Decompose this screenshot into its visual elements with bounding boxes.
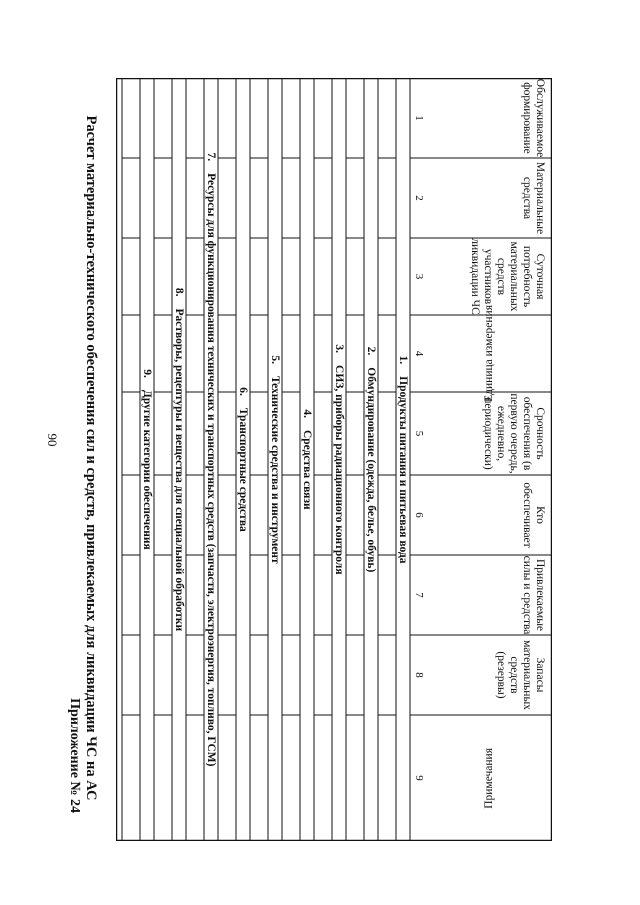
section-row-1: 1.Продукты питания и питьевая вода xyxy=(397,355,409,564)
section-row-7: 7.Ресурсы для функционирования технических и транспортных средств (запчасти, электроэнергия, топливо, ГСМ) xyxy=(205,152,217,767)
col-number: 1 xyxy=(413,115,425,121)
page-number: 90 xyxy=(45,433,60,447)
header-col-5: Срочность обеспечения (в первую очередь, ежедневно, периодически) xyxy=(482,393,546,474)
header-col-6: Кто обеспечивает xyxy=(521,482,546,548)
document-title: Расчет материально-технического обеспечения сил и средств, привлекаемых для ликвидации ЧС на АС xyxy=(83,115,99,801)
logistics-table xyxy=(116,78,552,841)
section-row-2: 2.Обмундирование (одежда, белье, обувь) xyxy=(365,346,377,573)
section-row-8: 8.Растворы, рецептуры и вещества для специальной обработки xyxy=(173,287,185,632)
header-col-9: Примечания xyxy=(483,747,495,809)
section-row-3: 3.СИЗ, приборы радиационного контроля xyxy=(333,344,345,575)
col-number: 3 xyxy=(413,273,425,280)
col-number: 5 xyxy=(413,430,425,437)
col-number: 6 xyxy=(413,512,425,518)
header-col-8: Запасы материальных средств (резервы) xyxy=(495,640,546,710)
section-row-9: 9.Другие категории обеспечения xyxy=(141,369,153,550)
appendix-label: Приложение № 24 xyxy=(67,698,82,813)
header-col-7: Привлекаемые силы и средства xyxy=(521,555,546,635)
col-number: 2 xyxy=(413,195,425,201)
header-col-4: Единица измерения xyxy=(483,305,495,402)
header-col-3: Суточная потребность материальных средств участников ликвидации ЧС xyxy=(469,238,546,315)
col-number: 9 xyxy=(413,775,425,781)
col-number: 8 xyxy=(413,672,425,678)
section-row-4: 4.Средства связи xyxy=(301,409,313,510)
section-row-6: 6.Транспортные средства xyxy=(237,387,249,532)
header-col-1: Обслуживаемое формирование xyxy=(521,78,546,158)
col-number: 4 xyxy=(413,350,425,357)
col-number: 7 xyxy=(413,592,425,598)
section-row-5: 5.Технические средства и инструмент xyxy=(269,355,281,564)
header-col-2: Материальные средства xyxy=(521,161,546,235)
